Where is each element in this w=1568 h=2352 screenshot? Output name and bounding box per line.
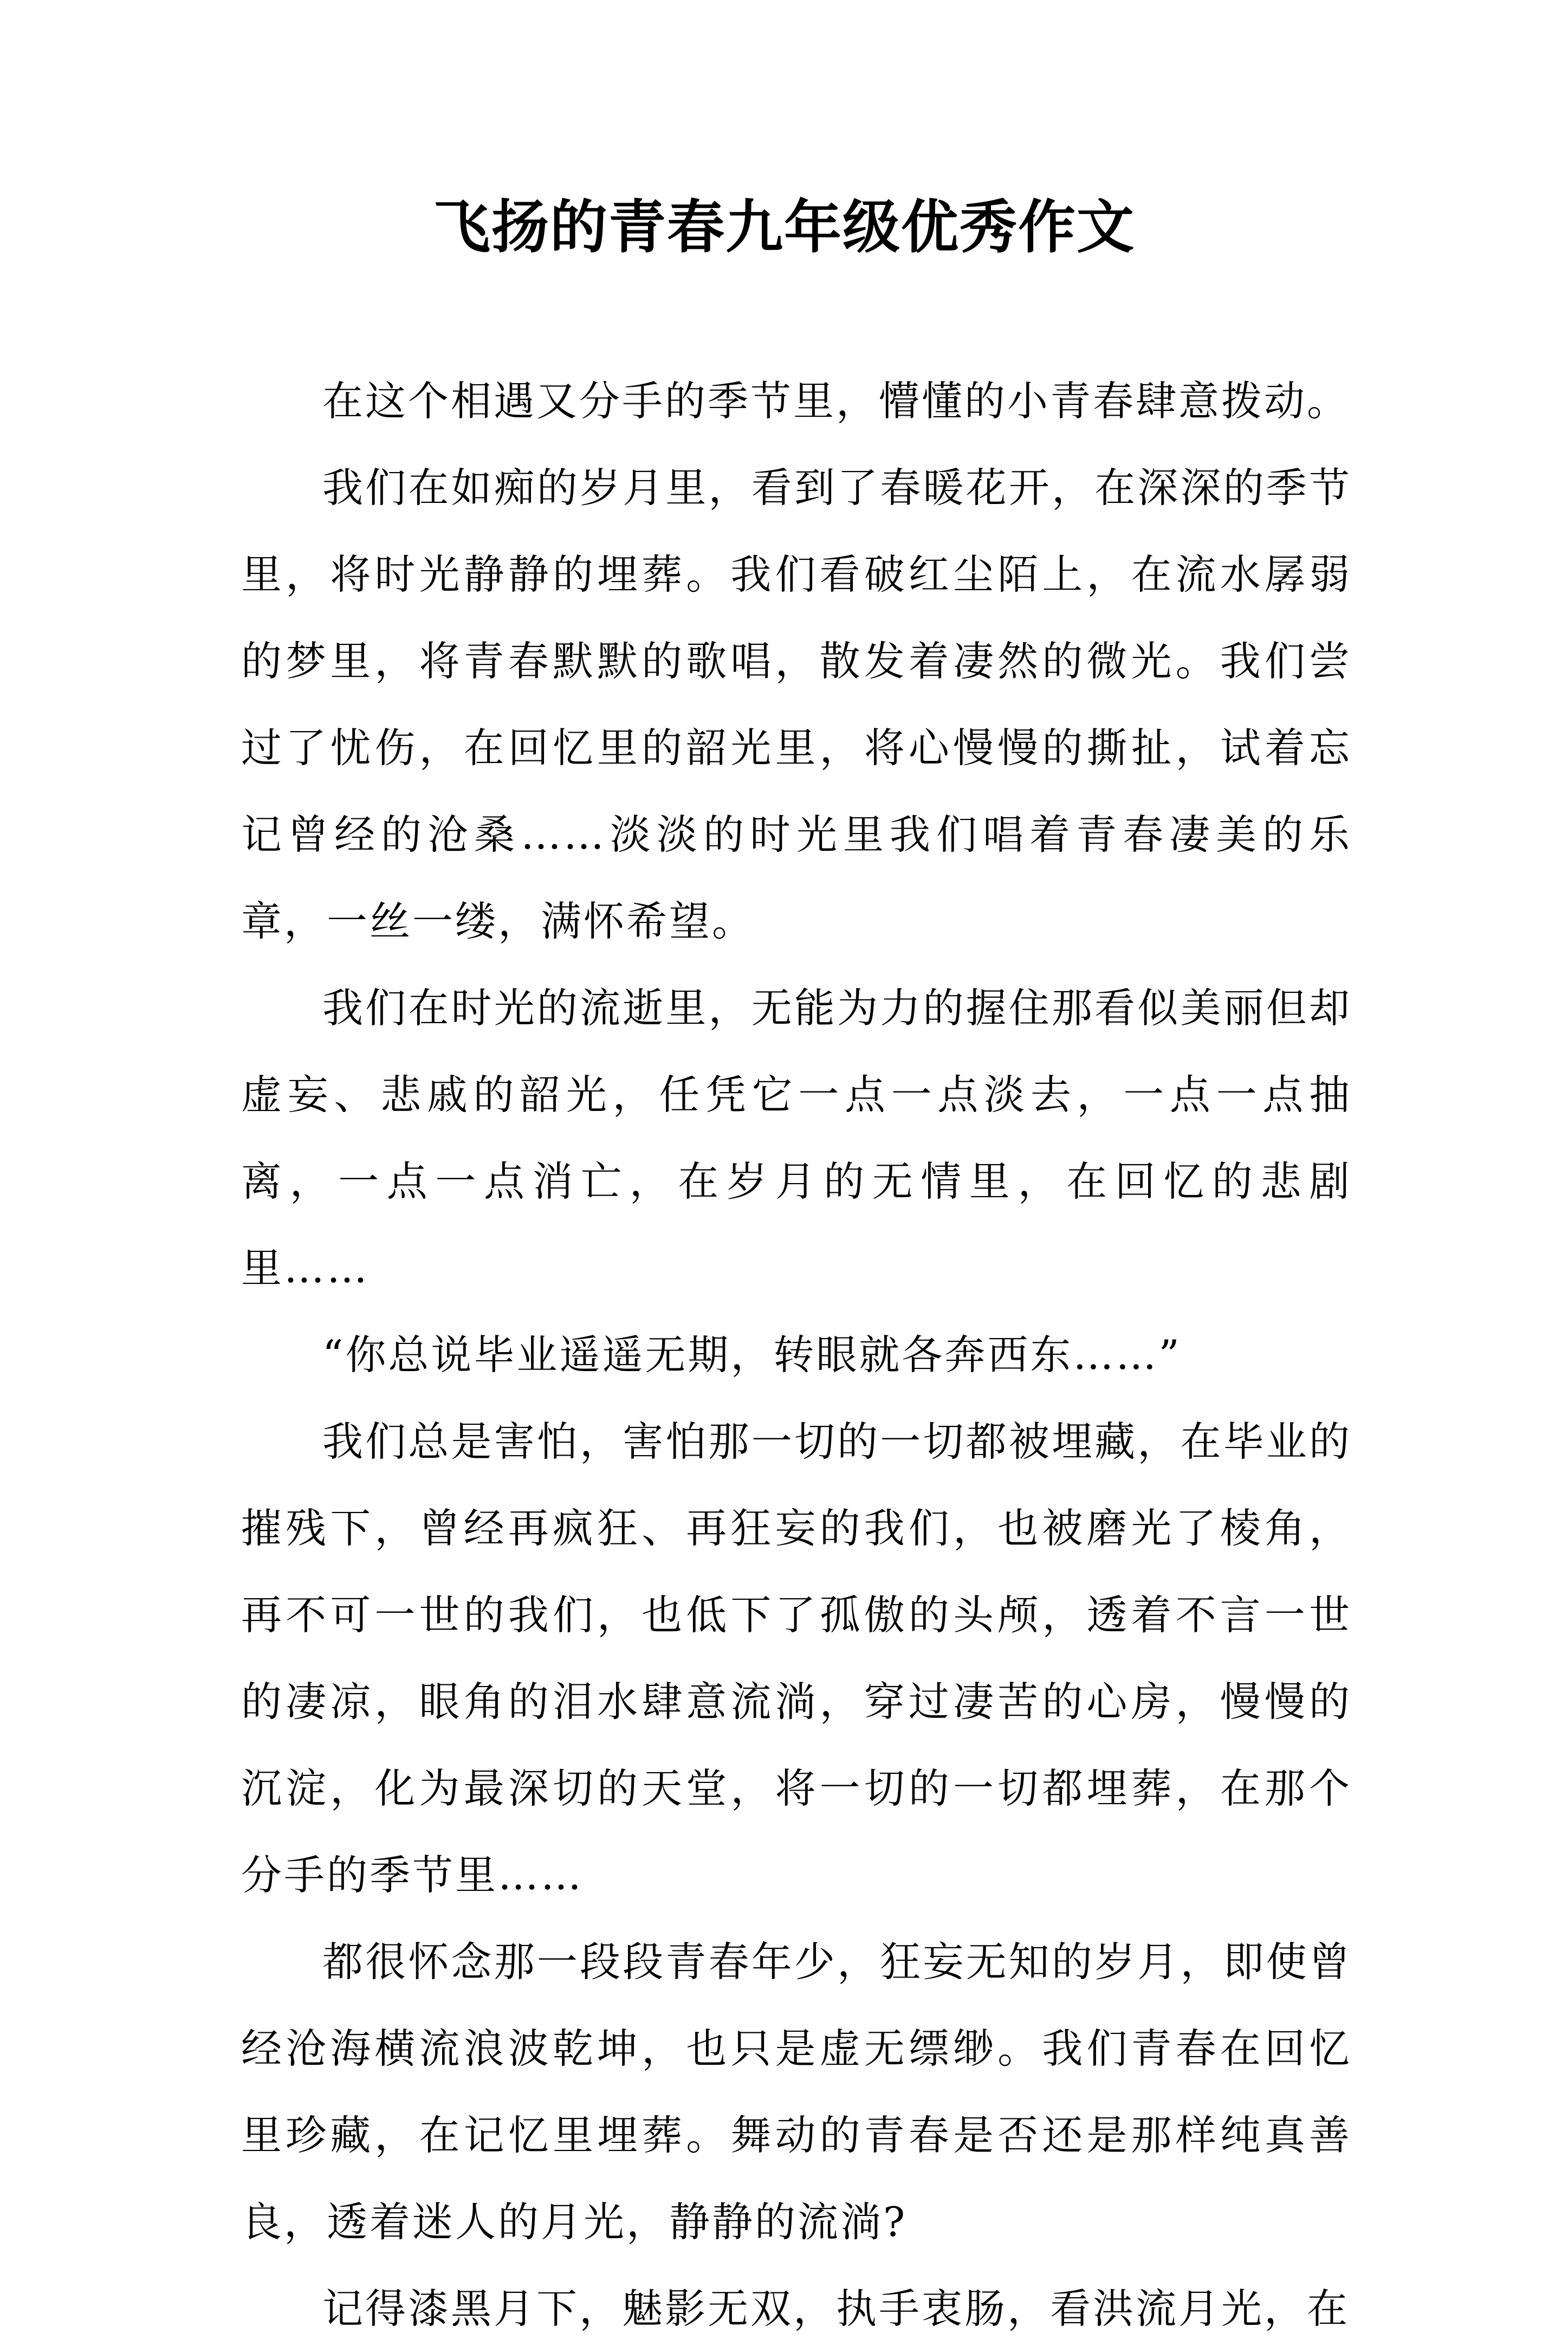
paragraph: 记得漆黑月下，魅影无双，执手衷肠，看洪流月光，在 [322,2285,1350,2332]
document-body [241,358,1352,2352]
paragraph: “你总说毕业遥遥无期，转眼就各奔西东……” [322,1331,1182,1379]
paragraph: 我们总是害怕，害怕那一切的一切都被埋藏，在毕业的摧残下，曾经再疯狂、再狂妄的我们，也被磨光了棱角，再不可一世的我们，也低下了孤傲的头颅，透着不言一世的凄凉，眼角的泪水肆意流淌，穿过凄苦的心房，慢慢的沉淀，化为最深切的天堂，将一切的一切都埋葬，在那个分手的季节里…… [241,1418,1352,1899]
paragraph: 我们在时光的流逝里，无能为力的握住那看似美丽但却虚妄、悲戚的韶光，任凭它一点一点淡去，一点一点抽离，一点一点消亡，在岁月的无情里，在回忆的悲剧里…… [241,984,1352,1292]
paragraph: 都很怀念那一段段青春年少，狂妄无知的岁月，即使曾经沧海横流浪波乾坤，也只是虚无缥缈。我们青春在回忆里珍藏，在记忆里埋葬。舞动的青春是否还是那样纯真善良，透着迷人的月光，静静的流淌? [241,1938,1352,2246]
paragraph: 我们在如痴的岁月里，看到了春暖花开，在深深的季节里，将时光静静的埋葬。我们看破红尘陌上，在流水孱弱的梦里，将青春默默的歌唱，散发着凄然的微光。我们尝过了忧伤，在回忆里的韶光里，将心慢慢的撕扯，试着忘记曾经的沧桑……淡淡的时光里我们唱着青春凄美的乐章，一丝一缕，满怀希望。 [241,464,1352,945]
paragraph: 在这个相遇又分手的季节里，懵懂的小青春肆意拨动。 [322,377,1350,425]
document-title: 飞扬的青春九年级优秀作文 [433,194,1135,261]
